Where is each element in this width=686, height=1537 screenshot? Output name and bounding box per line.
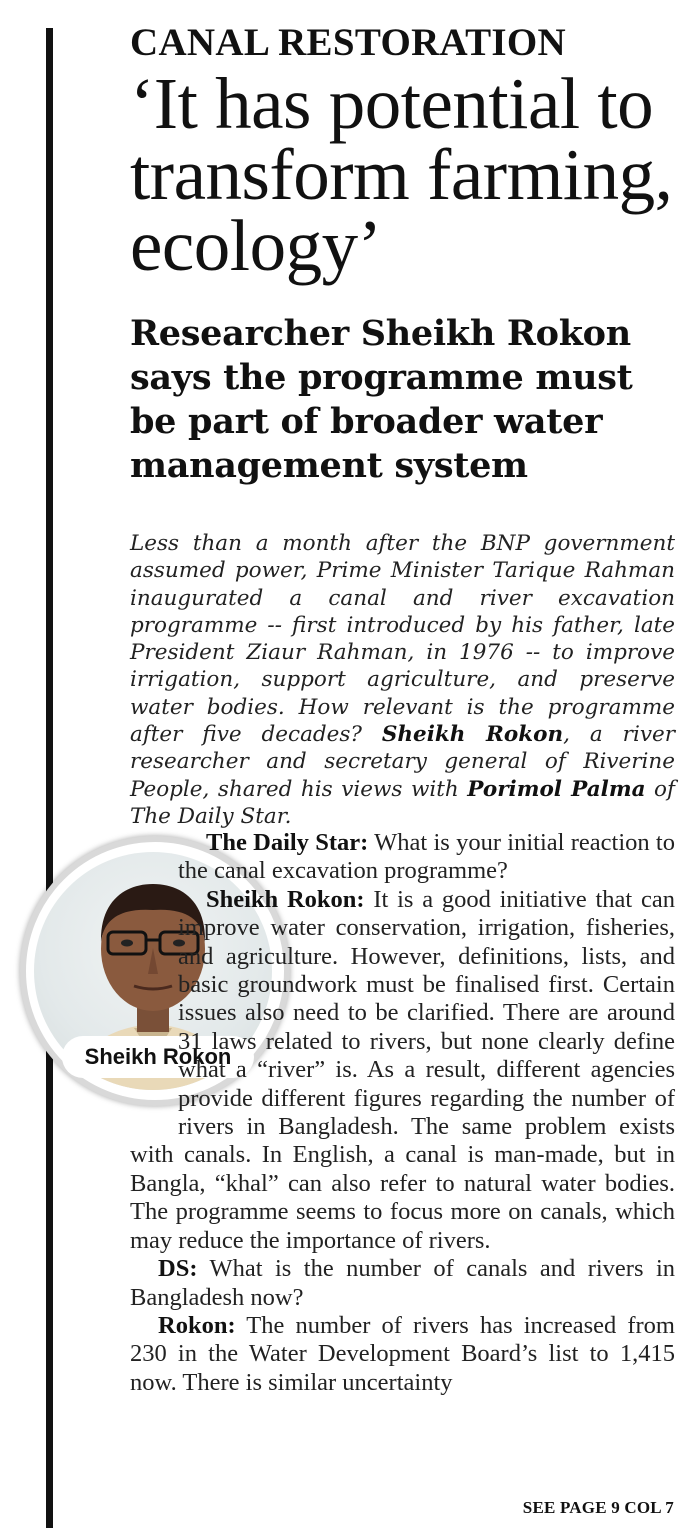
intro-interviewer: Porimol Palma <box>467 776 646 802</box>
intro-paragraph <box>130 530 675 830</box>
headline: ‘It has potential to transform farming, ecology’ <box>130 63 673 286</box>
qa-text: What is your initial reaction to the canal excavation programme? <box>178 829 675 885</box>
qa-text: What is the number of canals and rivers in Bangladesh now? <box>130 1255 675 1311</box>
qa-speaker: The Daily Star: <box>206 829 369 856</box>
qa-paragraph <box>130 1255 675 1312</box>
intro-text-3: of The Daily Star. <box>130 776 675 829</box>
qa-paragraph <box>130 829 675 886</box>
qa-paragraph <box>130 1312 675 1397</box>
qa-speaker: DS: <box>158 1255 198 1283</box>
intro-interviewee: Sheikh Rokon <box>381 722 564 748</box>
qa-text: It is a good initiative that can improve water conservation, irrigation, fisheries, and agriculture. However, definitions, lists, and basic groundwork must be finalised first. Certain issues also need to be clarified. There are around 31 laws related to rivers, but none clearly define what a “river” is. As a result, different agencies provide different figures regarding the number of rivers in Bangladesh. The same problem exists with canals. In English, a canal is man-made, but in Bangla, “khal” can also refer to natural water bodies. The programme seems to focus more on canals, which may reduce the importance of rivers. <box>130 885 675 1254</box>
qa-speaker: Sheikh Rokon: <box>206 885 365 913</box>
interview-body <box>130 829 675 1397</box>
qa-text: The number of rivers has increased from 230 in the Water Development Board’s list to 1,415 now. There is similar uncertainty <box>130 1311 675 1396</box>
column-rule <box>46 28 53 1528</box>
subheadline: Researcher Sheikh Rokon says the programme must be part of broader water management system <box>130 313 633 486</box>
kicker: CANAL RESTORATION <box>130 21 567 64</box>
portrait-caption: Sheikh Rokon <box>62 1036 254 1078</box>
intro-text-1: Less than a month after the BNP government assumed power, Prime Minister Tarique Rahman inaugurated a canal and river excavation programme -- first introduced by his father, late President Ziaur Rahman, in 1976 -- to improve irrigation, support agriculture, and preserve water bodies. How relevant is the programme after five decades? <box>130 531 675 748</box>
qa-paragraph <box>130 886 675 1255</box>
continuation-note: SEE PAGE 9 COL 7 <box>522 1498 674 1517</box>
qa-speaker: Rokon: <box>158 1311 236 1339</box>
text-wrap-spacer <box>0 829 178 1121</box>
intro-text-2: , a river researcher and secretary general of Riverine People, shared his views with <box>130 722 675 802</box>
